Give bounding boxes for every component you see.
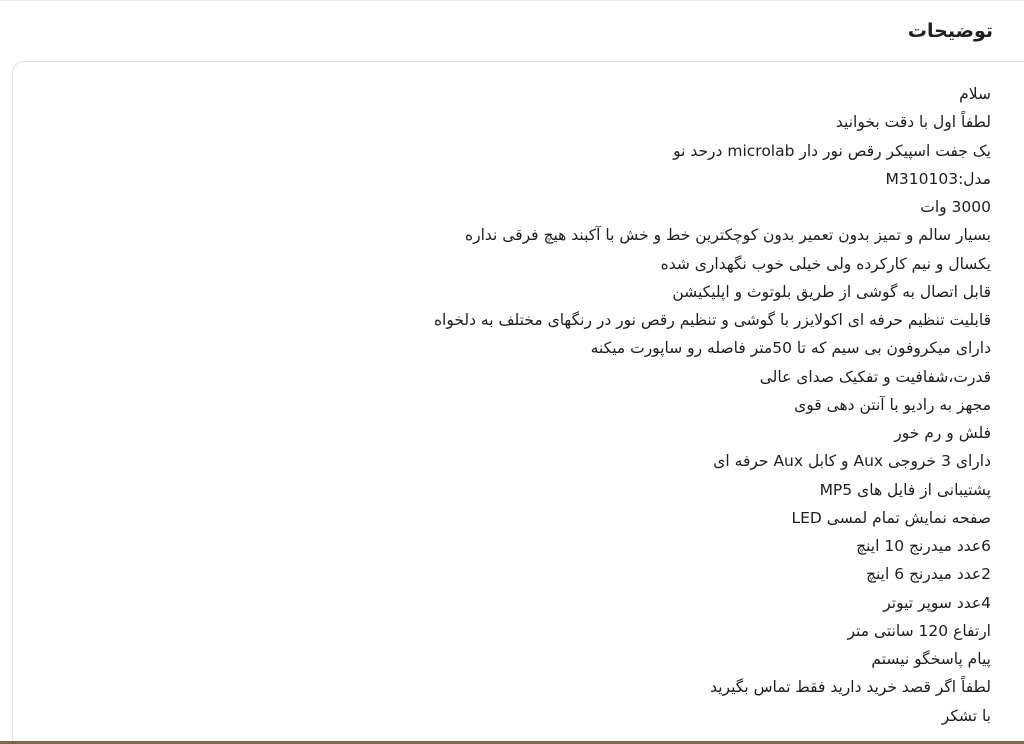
description-line: دارای میکروفون بی سیم که تا 50متر فاصله رو ساپورت میکنه <box>590 339 991 358</box>
description-line: 3000 وات <box>920 198 991 216</box>
description-line: 2عدد میدرنج 6 اینچ <box>865 565 991 584</box>
description-line: دارای 3 خروجی Aux و کابل Aux حرفه ای <box>713 452 991 471</box>
description-line: فلش و رم خور <box>894 424 991 442</box>
description-line: سلام <box>959 85 991 103</box>
description-line: پشتیبانی از فایل های MP5 <box>819 480 991 499</box>
description-line: لطفاً اول با دقت بخوانید <box>835 113 991 132</box>
description-line: قدرت،شفافیت و تفکیک صدای عالی <box>759 367 991 386</box>
description-line: یکسال و نیم کارکرده ولی خیلی خوب نگهداری شده <box>660 254 991 273</box>
description-line: بسیار سالم و تمیز بدون تعمیر بدون کوچکترین خط و خش با آکبند هیچ فرقی نداره <box>464 226 991 245</box>
description-line: با تشکر <box>941 706 991 725</box>
description-line: لطفاً اگر قصد خرید دارید فقط تماس بگیرید <box>710 678 991 697</box>
description-line: قابلیت تنظیم حرفه ای اکولایزر با گوشی و تنظیم رقص نور در رنگهای مختلف به دلخواه <box>433 311 991 329</box>
description-line: ارتفاع 120 سانتی متر <box>847 621 991 640</box>
description-line: صفحه نمایش تمام لمسی LED <box>791 508 991 527</box>
section-title: توضیحات <box>907 20 993 42</box>
description-line: 4عدد سوپر تیوتر <box>883 593 991 612</box>
description-text <box>91 80 991 730</box>
description-line: قابل اتصال به گوشی از طریق بلوتوث و اپلیکیشن <box>672 282 991 301</box>
description-line: یک جفت اسپیکر رقص نور دار microlab درحد نو <box>673 141 991 160</box>
description-line: پیام پاسخگو نیستم <box>871 650 991 668</box>
description-line: مجهز به رادیو با آنتن دهی قوی <box>794 395 991 414</box>
description-line: مدل:M310103 <box>885 169 991 188</box>
top-divider <box>0 0 1024 1</box>
description-line: 6عدد میدرنج 10 اینچ <box>856 537 991 555</box>
